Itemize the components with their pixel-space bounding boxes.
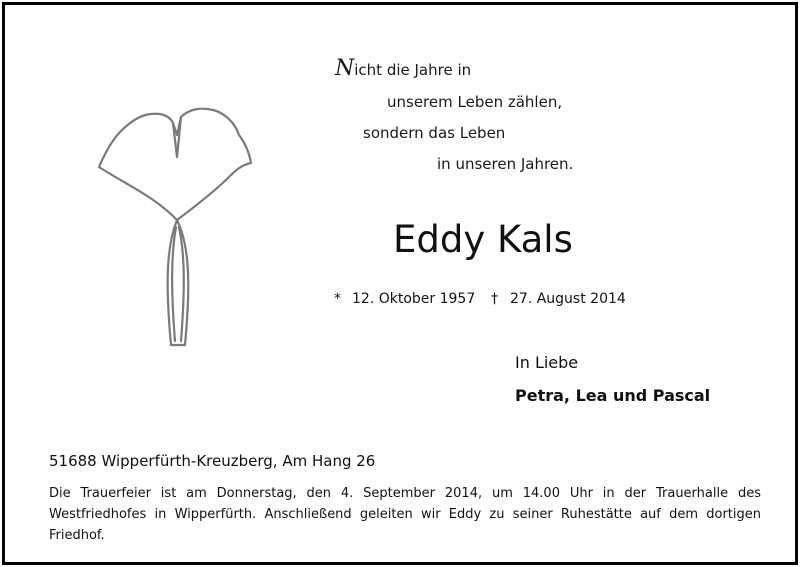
address: 51688 Wipperfürth-Kreuzberg, Am Hang 26: [49, 452, 376, 470]
poem-line-1: [335, 56, 472, 81]
mourners-intro: In Liebe: [515, 353, 579, 372]
ginkgo-leaf-icon: [93, 105, 261, 349]
deceased-name: Eddy Kals: [393, 218, 573, 261]
mourners-names: Petra, Lea und Pascal: [515, 386, 711, 405]
death-date: 27. August 2014: [510, 291, 626, 307]
poem-line-4: in unseren Jahren.: [437, 155, 574, 173]
birth-symbol: *: [334, 291, 341, 307]
poem-initial: N: [335, 56, 355, 81]
poem-line-3: sondern das Leben: [363, 124, 506, 142]
poem-line-2: unserem Leben zählen,: [387, 93, 563, 111]
birth-date: 12. Oktober 1957: [352, 291, 476, 307]
funeral-notice: Die Trauerfeier ist am Donnerstag, den 4. September 2014, um 14.00 Uhr in der Trauerhalle des Westfriedhofes in Wipperfürth. Anschließend geleiten wir Eddy zu seiner Ruhestätte auf dem dortigen Friedhof.: [49, 486, 761, 543]
poem-line-1-text: icht die Jahre in: [354, 61, 472, 79]
obituary-card: [2, 2, 798, 565]
death-symbol: †: [491, 291, 498, 307]
